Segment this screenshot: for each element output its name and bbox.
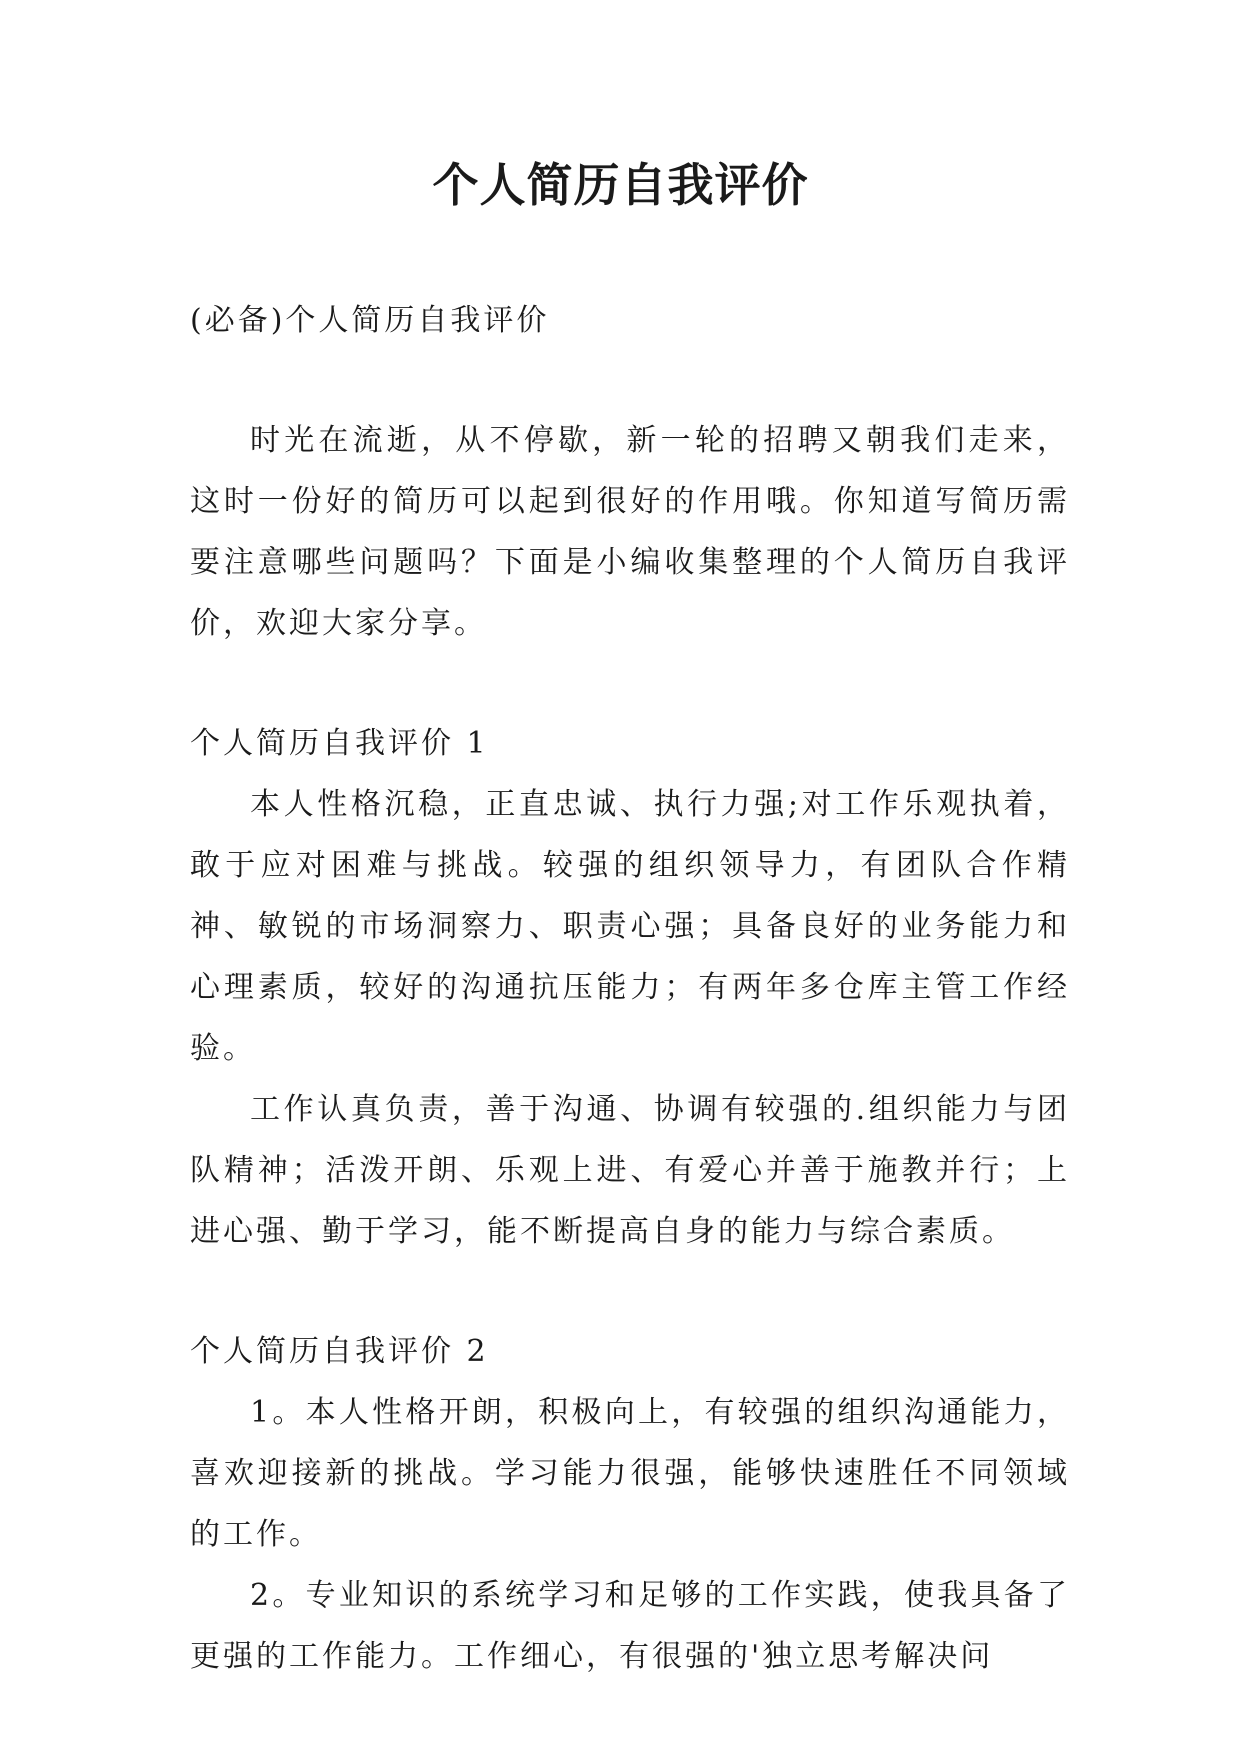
section-1-paragraph-2: 工作认真负责，善于沟通、协调有较强的.组织能力与团队精神；活泼开朗、乐观上进、有爱心并善于施教并行；上进心强、勤于学习，能不断提高自身的能力与综合素质。	[190, 1092, 1070, 1249]
document-subtitle: (必备)个人简历自我评价	[190, 303, 550, 338]
section-1-paragraph-1: 本人性格沉稳，正直忠诚、执行力强;对工作乐观执着，敢于应对困难与挑战。较强的组织领导力，有团队合作精神、敏锐的市场洞察力、职责心强；具备良好的业务能力和心理素质，较好的沟通抗压能力；有两年多仓库主管工作经验。	[190, 787, 1070, 1066]
section-heading-2: 个人简历自我评价 2	[190, 1334, 489, 1369]
section-2-paragraph-2: 2。专业知识的系统学习和足够的工作实践，使我具备了更强的工作能力。工作细心，有很强的'独立思考解决问	[190, 1578, 1070, 1674]
document-body	[190, 290, 1070, 1687]
section-2-paragraph-1: 1。本人性格开朗，积极向上，有较强的组织沟通能力，喜欢迎接新的挑战。学习能力很强，能够快速胜任不同领域的工作。	[190, 1395, 1070, 1552]
intro-paragraph: 时光在流逝，从不停歇，新一轮的招聘又朝我们走来，这时一份好的简历可以起到很好的作用哦。你知道写简历需要注意哪些问题吗？下面是小编收集整理的个人简历自我评价，欢迎大家分享。	[190, 423, 1070, 641]
section-heading-1: 个人简历自我评价 1	[190, 726, 489, 761]
document-title: 个人简历自我评价	[432, 158, 809, 212]
